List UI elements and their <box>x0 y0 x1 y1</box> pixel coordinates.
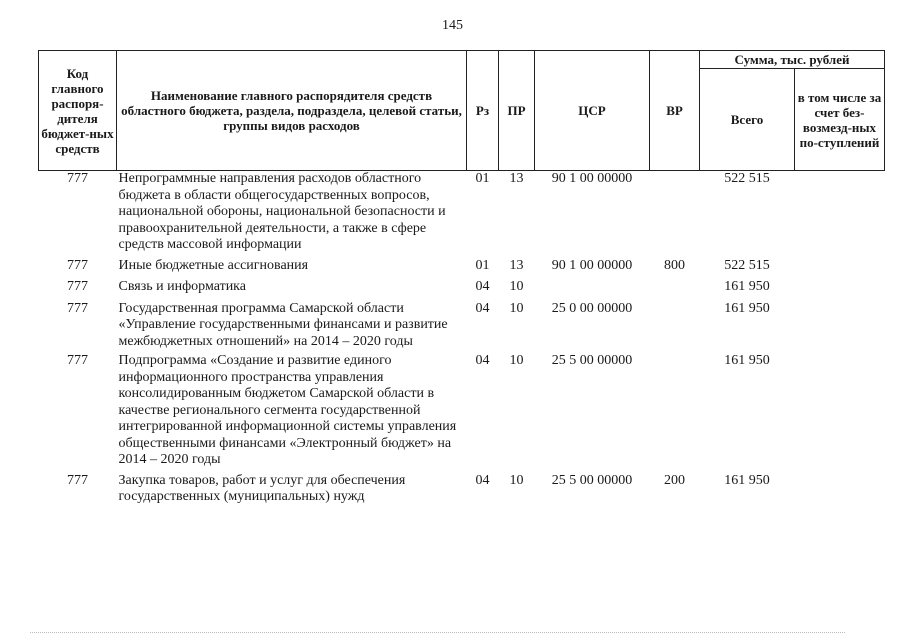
cell-name: Подпрограмма «Создание и развитие единого информационного пространства управления консолидированным бюджетом Самарской области в качестве регионального сегмента государственной интегрированной информационной системы управления общественными финансами «Электронный бюджет» на 2014 – 2020 годы <box>118 353 457 467</box>
page-number: 145 <box>442 18 463 33</box>
cell-name: Иные бюджетные ассигнования <box>118 257 309 273</box>
cell-rz: 04 <box>475 300 490 316</box>
header-csr: ЦСР <box>535 51 650 171</box>
cell-name: Непрограммные направления расходов областного бюджета в области общегосударственных вопросов, национальной обороны, национальной безопасности и правоохранительной деятельности, а также в сфере средств массовой информации <box>118 171 446 252</box>
cell-csr: 90 1 00 00000 <box>551 171 633 186</box>
cell-total: 161 950 <box>724 472 770 488</box>
cell-code: 777 <box>67 300 88 316</box>
cell-name: Связь и информатика <box>118 279 246 294</box>
scan-edge-divider <box>30 632 845 635</box>
cell-csr <box>535 274 650 296</box>
table-row <box>39 254 885 275</box>
header-sum: Сумма, тыс. рублей <box>700 51 885 69</box>
cell-vr <box>650 274 700 296</box>
cell-pr: 10 <box>509 472 524 488</box>
budget-table <box>38 50 885 506</box>
cell-total: 161 950 <box>724 279 770 294</box>
cell-csr: 25 5 00 00000 <box>551 353 633 368</box>
cell-total: 161 950 <box>724 353 770 368</box>
header-name: Наименование главного распорядителя средств областного бюджета, раздела, подраздела, целевой статьи, группы видов расходов <box>117 51 467 171</box>
cell-gratuitous <box>795 254 885 275</box>
cell-total: 161 950 <box>724 300 770 316</box>
cell-vr <box>650 296 700 351</box>
cell-code: 777 <box>67 353 88 368</box>
cell-pr: 10 <box>509 353 524 368</box>
cell-vr: 200 <box>664 472 685 488</box>
cell-csr: 25 5 00 00000 <box>551 472 633 488</box>
cell-pr: 13 <box>509 257 524 273</box>
cell-rz: 04 <box>475 472 490 488</box>
table-row <box>39 296 885 351</box>
cell-code: 777 <box>67 257 88 273</box>
header-total: Всего <box>700 69 795 171</box>
cell-gratuitous <box>795 171 885 254</box>
cell-vr <box>650 171 700 254</box>
cell-code: 777 <box>67 171 88 186</box>
cell-pr: 10 <box>509 300 524 316</box>
header-pr: ПР <box>499 51 535 171</box>
cell-rz: 01 <box>475 171 490 186</box>
cell-total: 522 515 <box>724 171 770 186</box>
cell-gratuitous <box>795 296 885 351</box>
cell-code: 777 <box>67 279 88 294</box>
header-vr: ВР <box>650 51 700 171</box>
table-row <box>39 469 885 506</box>
cell-gratuitous <box>795 274 885 296</box>
header-rz: Рз <box>467 51 499 171</box>
cell-vr: 800 <box>664 257 685 273</box>
table-row <box>39 171 885 254</box>
table-body <box>39 171 885 506</box>
cell-gratuitous <box>795 469 885 506</box>
cell-code: 777 <box>67 472 88 488</box>
table-header <box>39 51 885 171</box>
cell-vr <box>650 350 700 469</box>
cell-name: Государственная программа Самарской области «Управление государственными финансами и развитие межбюджетных отношений» на 2014 – 2020 годы <box>118 300 448 349</box>
cell-pr: 10 <box>509 279 524 294</box>
table-row <box>39 350 885 469</box>
cell-pr: 13 <box>509 171 524 186</box>
cell-csr: 90 1 00 00000 <box>551 257 633 273</box>
table-row <box>39 274 885 296</box>
cell-gratuitous <box>795 350 885 469</box>
cell-total: 522 515 <box>724 257 770 273</box>
cell-rz: 04 <box>475 353 490 368</box>
header-code: Код главного распоря-дителя бюджет-ных средств <box>39 51 117 171</box>
cell-name: Закупка товаров, работ и услуг для обеспечения государственных (муниципальных) нужд <box>118 472 406 504</box>
cell-csr: 25 0 00 00000 <box>551 300 633 316</box>
cell-rz: 04 <box>475 279 490 294</box>
header-gratuitous: в том числе за счет без-возмезд-ных по-ступлений <box>795 69 885 171</box>
cell-rz: 01 <box>475 257 490 273</box>
